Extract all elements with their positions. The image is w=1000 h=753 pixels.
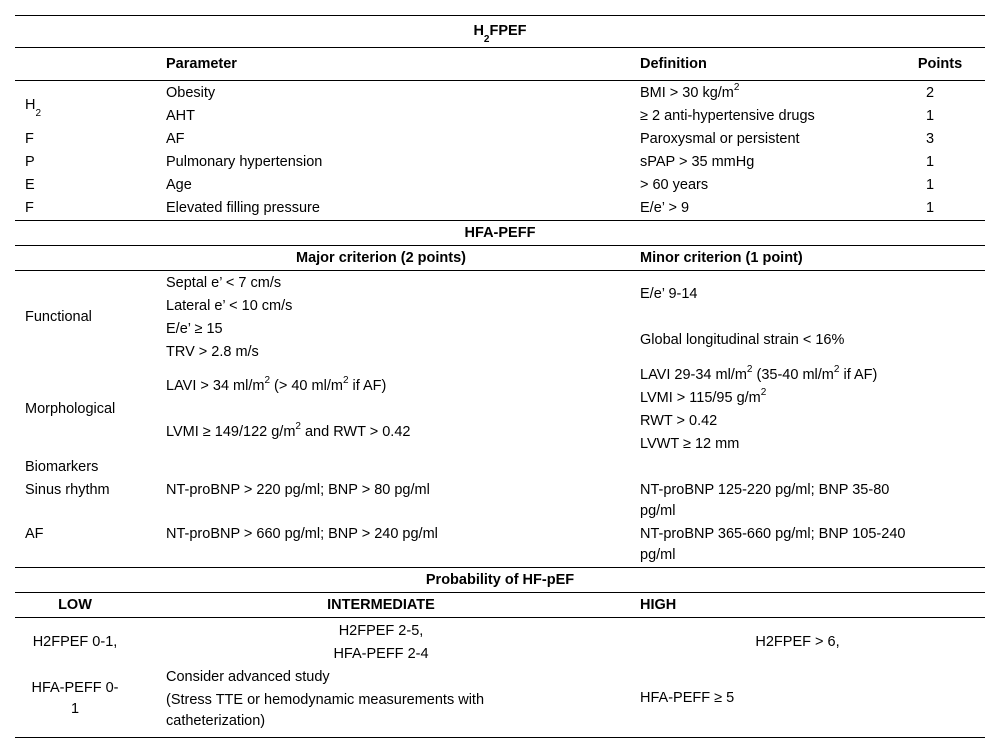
- points-af: 3: [925, 131, 935, 147]
- param-af: AF: [166, 131, 185, 147]
- group-f2-label: F: [25, 200, 34, 216]
- table-rule-top: [15, 15, 985, 16]
- def-filling: E/e’ > 9: [640, 200, 690, 216]
- table-rule: [15, 245, 985, 246]
- header-parameter: Parameter: [166, 56, 237, 72]
- low-header: LOW: [58, 597, 92, 613]
- group-h2-label: $H_2$: [25, 97, 42, 119]
- morphological-major: LVMI ≥ 149/122 $g/m^2$ and RWT > 0.42: [166, 421, 411, 440]
- intermediate-header: INTERMEDIATE: [327, 597, 435, 613]
- minor-header: Minor criterion (1 point): [640, 250, 803, 266]
- sinus-major: NT-proBNP > 220 pg/ml; BNP > 80 pg/ml: [166, 482, 430, 498]
- sinus-rhythm-label: Sinus rhythm: [25, 482, 110, 498]
- low-hfapeff: HFA-PEFF 0-: [31, 680, 119, 696]
- table-rule: [15, 270, 985, 271]
- probability-title: Probability of HF-pEF: [425, 572, 575, 588]
- functional-minor: Global longitudinal strain < 16%: [640, 332, 845, 348]
- param-filling: Elevated filling pressure: [166, 200, 320, 216]
- group-p-label: P: [25, 154, 35, 170]
- morphological-minor: LVMI > 115/95 $g/m^2$: [640, 387, 767, 406]
- def-af: Paroxysmal or persistent: [640, 131, 800, 147]
- morphological-minor: LVWT ≥ 12 mm: [640, 436, 740, 452]
- morphological-minor: LAVI 29-34 $ml/m^2$ (35-40 $ml/m^2$ if AF): [640, 364, 878, 383]
- high-hfapeff: HFA-PEFF ≥ 5: [640, 690, 735, 706]
- param-pulmonary: Pulmonary hypertension: [166, 154, 323, 170]
- group-e-label: E: [25, 177, 35, 193]
- af-minor: pg/ml: [640, 547, 676, 563]
- header-points: Points: [917, 56, 963, 72]
- group-f-label: F: [25, 131, 34, 147]
- intermediate-h2fpef: H2FPEF 2-5,: [338, 623, 424, 639]
- points-pulmonary: 1: [925, 154, 935, 170]
- hfapeff-title: HFA-PEFF: [464, 225, 536, 241]
- functional-minor: E/e’ 9-14: [640, 286, 698, 302]
- low-h2fpef: H2FPEF 0-1,: [32, 634, 118, 650]
- param-age: Age: [166, 177, 192, 193]
- morphological-label: Morphological: [25, 401, 116, 417]
- functional-major: TRV > 2.8 m/s: [166, 344, 259, 360]
- def-aht: ≥ 2 anti-hypertensive drugs: [640, 108, 815, 124]
- af-minor: NT-proBNP 365-660 pg/ml; BNP 105-240: [640, 526, 906, 542]
- biomarkers-label: Biomarkers: [25, 459, 99, 475]
- af-biomarker-label: AF: [25, 526, 44, 542]
- points-age: 1: [925, 177, 935, 193]
- points-aht: 1: [925, 108, 935, 124]
- functional-major: Lateral e’ < 10 cm/s: [166, 298, 293, 314]
- functional-label: Functional: [25, 309, 92, 325]
- intermediate-advice: catheterization): [166, 713, 266, 729]
- def-obesity: BMI > 30 $kg/m^2$: [640, 82, 740, 101]
- def-pulmonary: sPAP > 35 mmHg: [640, 154, 755, 170]
- intermediate-advice: (Stress TTE or hemodynamic measurements with: [166, 692, 485, 708]
- table-rule: [15, 592, 985, 593]
- points-obesity: 2: [925, 85, 935, 101]
- high-header: HIGH: [640, 597, 677, 613]
- param-aht: AHT: [166, 108, 195, 124]
- param-obesity: Obesity: [166, 85, 216, 101]
- sinus-minor: pg/ml: [640, 503, 676, 519]
- intermediate-advice: Consider advanced study: [166, 669, 330, 685]
- functional-major: Septal e’ < 7 cm/s: [166, 275, 282, 291]
- table-rule: [15, 80, 985, 81]
- major-header: Major criterion (2 points): [296, 250, 466, 266]
- functional-major: E/e’ ≥ 15: [166, 321, 223, 337]
- morphological-minor: RWT > 0.42: [640, 413, 718, 429]
- high-h2fpef: H2FPEF > 6,: [755, 634, 840, 650]
- low-hfapeff-cont: 1: [70, 701, 80, 717]
- def-age: > 60 years: [640, 177, 709, 193]
- header-definition: Definition: [640, 56, 707, 72]
- table-rule-bottom: [15, 737, 985, 738]
- af-major: NT-proBNP > 660 pg/ml; BNP > 240 pg/ml: [166, 526, 438, 542]
- table-rule: [15, 47, 985, 48]
- table-rule: [15, 220, 985, 221]
- h2fpef-title: $H_2FPEF$: [473, 23, 527, 45]
- table-rule: [15, 617, 985, 618]
- table-rule: [15, 567, 985, 568]
- morphological-major: LAVI > 34 $ml/m^2$ (> 40 $ml/m^2$ if AF): [166, 375, 387, 394]
- sinus-minor: NT-proBNP 125-220 pg/ml; BNP 35-80: [640, 482, 890, 498]
- intermediate-hfapeff: HFA-PEFF 2-4: [333, 646, 429, 662]
- points-filling: 1: [925, 200, 935, 216]
